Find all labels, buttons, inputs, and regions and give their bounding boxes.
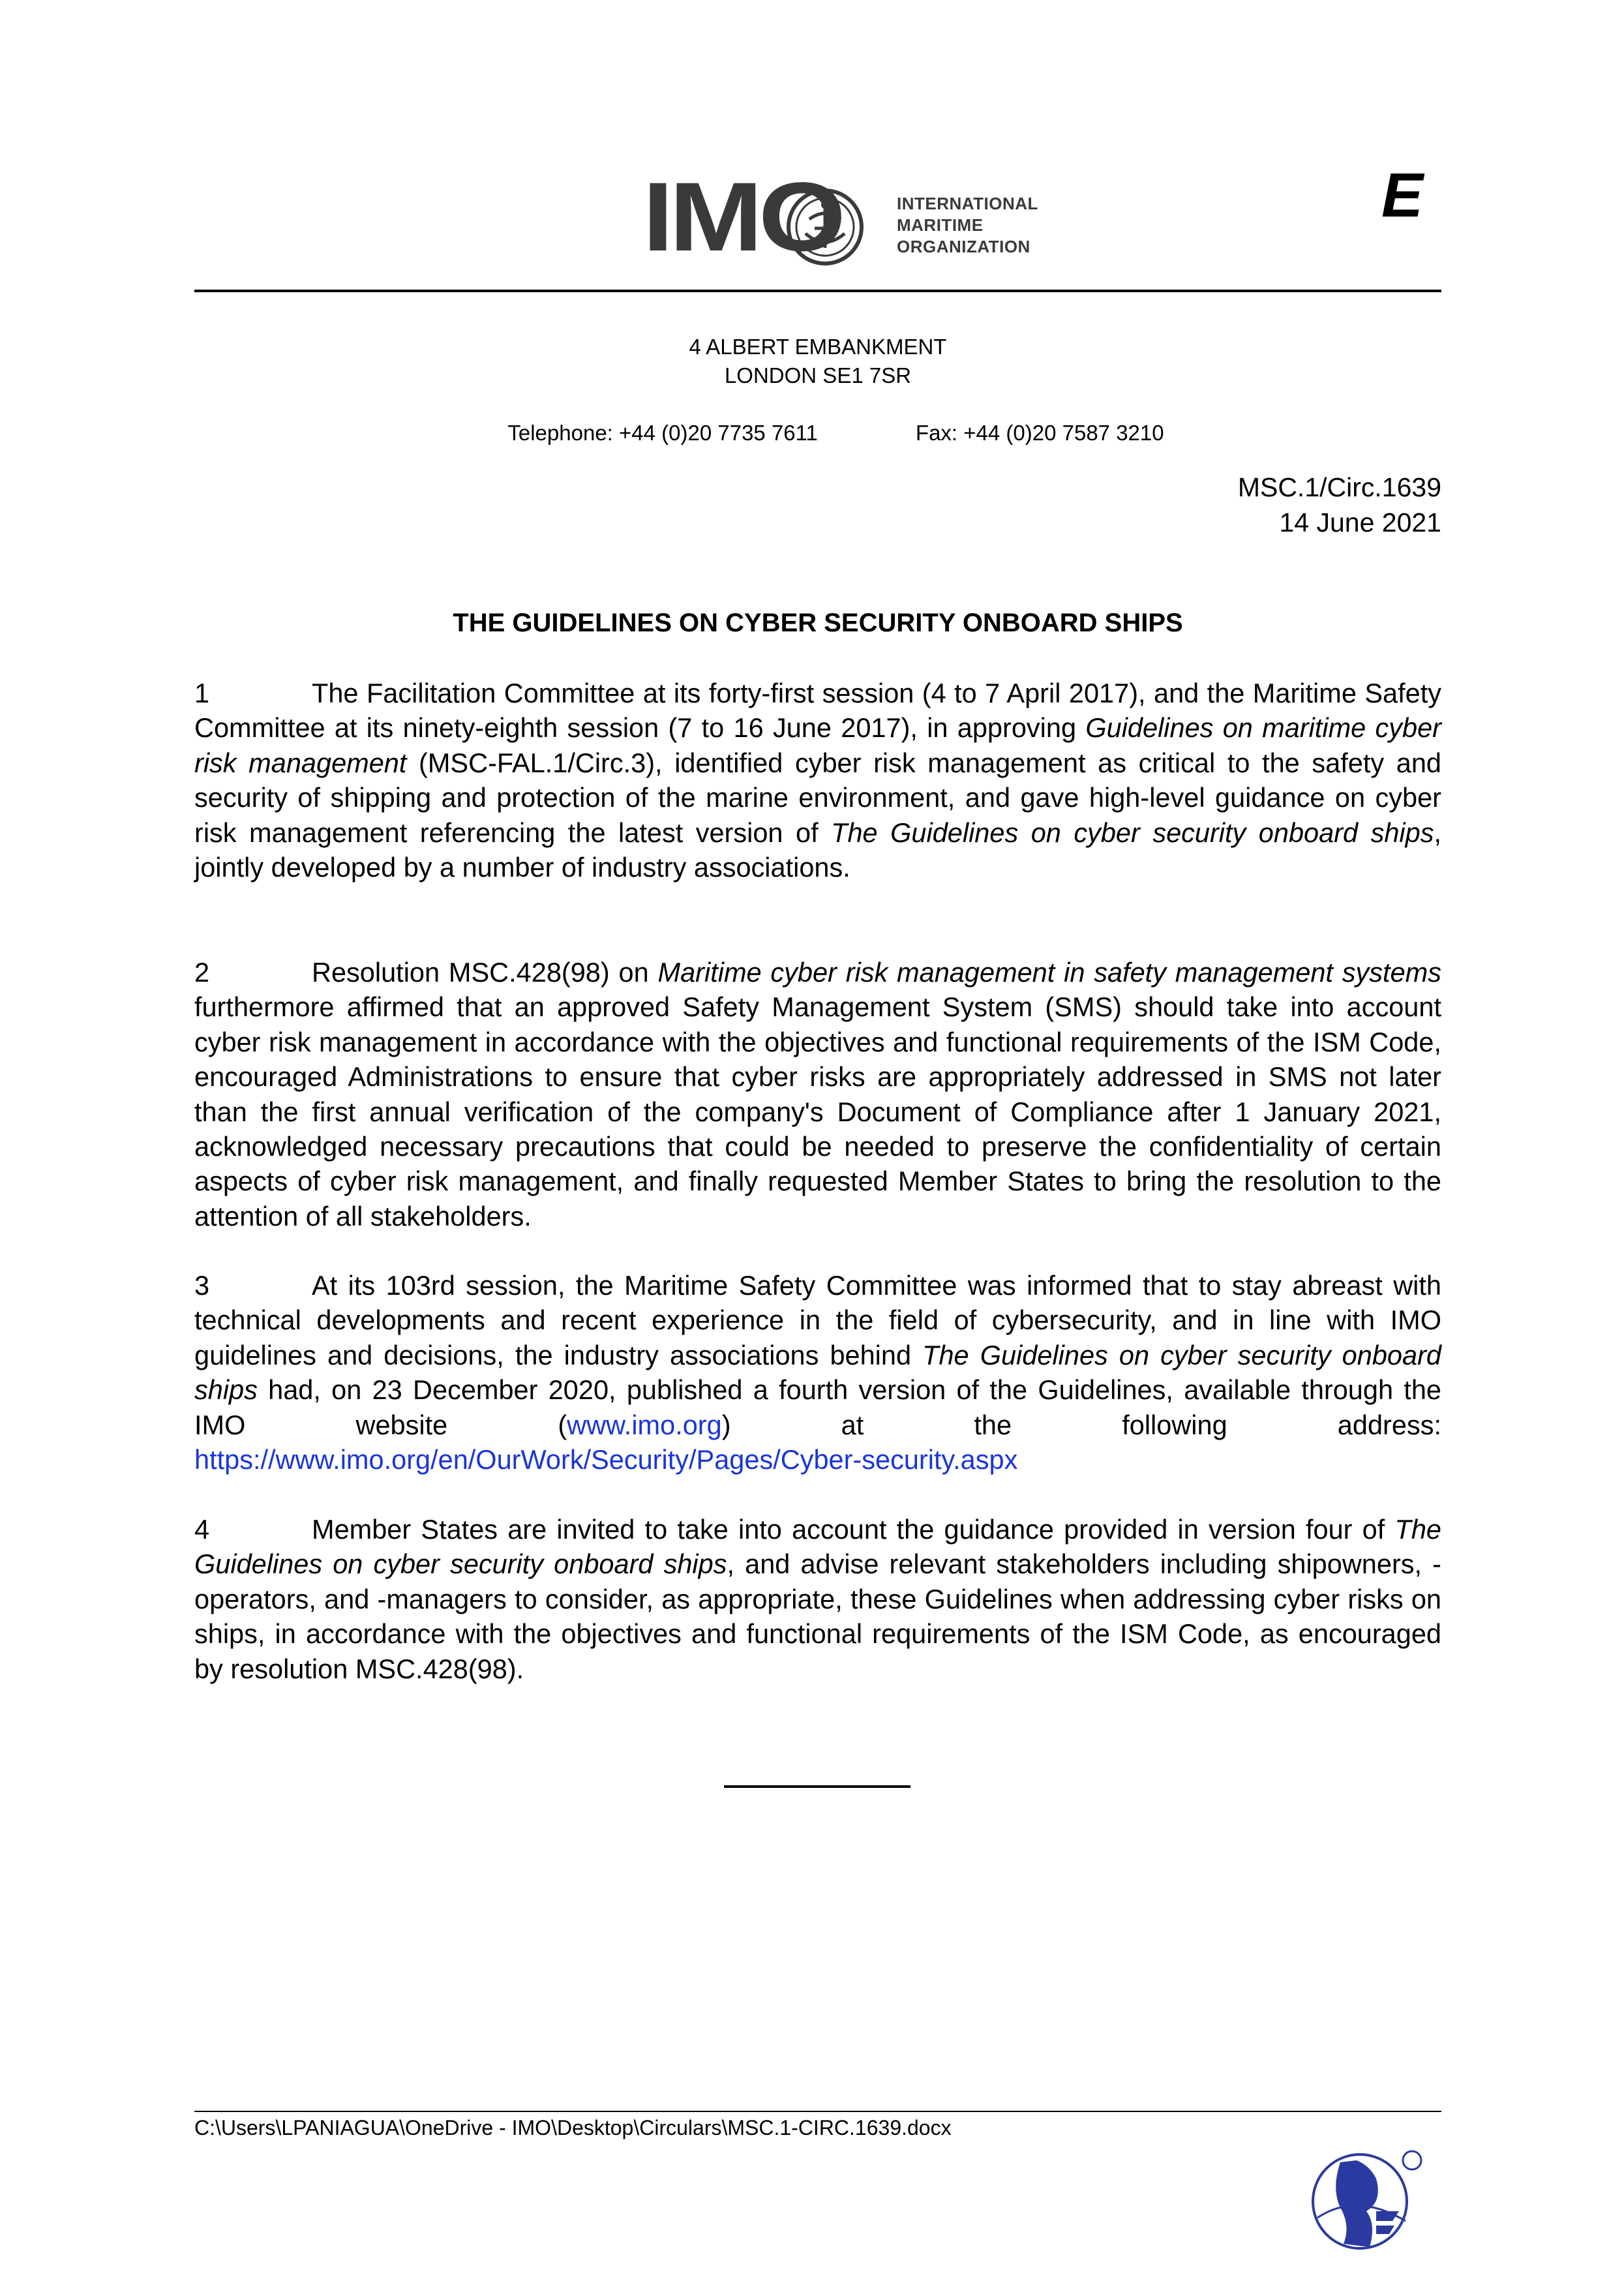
paragraph-text: At its 103rd session, the Maritime Safety Committee was informed that to stay abreast with technical developments and recent experience in the field of cybersecurity, and in line with IMO guidelines and decisions, the industry associations behind (194, 1270, 1441, 1370)
paragraph-text: had, on 23 December 2020, published a fourth version of the Guidelines, available through the IMO website ( (194, 1374, 1441, 1440)
address-line-2: LONDON SE1 7SR (724, 363, 912, 387)
paragraph-text: , jointly developed by a number of industry associations. (194, 817, 1441, 883)
paragraph-text: Member States are invited to take into account the guidance provided in version four of (312, 1514, 1395, 1545)
italic-title: Maritime cyber risk management in safety management systems (657, 957, 1441, 988)
cyber-security-page-link[interactable]: https://www.imo.org/en/OurWork/Security/Pages/Cyber-security.aspx (194, 1444, 1018, 1475)
paragraph-text: (MSC-FAL.1/Circ.3), identified cyber risk management as critical to the safety and security of shipping and protection of the marine environment, and gave high-level guidance on cyber risk management referencing the latest version of (194, 747, 1441, 848)
address-block (194, 333, 1441, 445)
organization-name (897, 193, 1038, 258)
org-line-3: ORGANIZATION (897, 237, 1030, 256)
end-of-text-rule (724, 1785, 910, 1788)
document-date: 14 June 2021 (1279, 507, 1441, 537)
imo-2021-anniversary-logo-icon (1278, 2113, 1441, 2276)
org-line-1: INTERNATIONAL (897, 194, 1038, 213)
reference-block (1238, 470, 1441, 540)
org-line-2: MARITIME (897, 215, 984, 235)
paragraph-number: 3 (194, 1270, 210, 1301)
italic-title: The Guidelines on cyber security onboard ships (194, 1339, 1441, 1406)
italic-title: Guidelines on maritime cyber risk management (194, 712, 1441, 778)
paragraph-number: 1 (194, 678, 210, 708)
paragraph-text: ) at the following address: (721, 1409, 1441, 1440)
fax: Fax: +44 (0)20 7587 3210 (915, 421, 1164, 445)
footer-file-path: C:\Users\LPANIAGUA\OneDrive - IMO\Desktop\Circulars\MSC.1-CIRC.1639.docx (194, 2116, 952, 2139)
italic-title: The Guidelines on cyber security onboard ships (194, 1514, 1441, 1580)
paragraph-text: The Facilitation Committee at its forty-first session (4 to 7 April 2017), and the Maritime Safety Committee at its ninety-eighth session (7 to 16 June 2017), in approving (194, 678, 1441, 744)
header-divider (194, 290, 1441, 292)
imo-website-link[interactable]: www.imo.org (567, 1409, 722, 1440)
contact-line (194, 390, 1441, 476)
document-title: THE GUIDELINES ON CYBER SECURITY ONBOARD SHIPS (453, 609, 1183, 637)
paragraph-text: Resolution MSC.428(98) on (312, 957, 658, 988)
paragraph-1 (194, 676, 1441, 884)
italic-title: The Guidelines on cyber security onboard ships (831, 817, 1434, 848)
imo-logo-word: IMO (642, 162, 842, 271)
footer-divider (194, 2111, 1441, 2112)
paragraph-number: 2 (194, 957, 210, 988)
paragraph-text: furthermore affirmed that an approved Safety Management System (SMS) should take into account cyber risk management in accordance with the objectives and functional requirements of the ISM Code, encouraged Administrations to ensure that cyber risks are appropriately addressed in SMS not later than the first annual verification of the company's Document of Compliance after 1 January 2021, acknowledged necessary precautions that could be needed to preserve the confidentiality of certain aspects of cyber risk management, and finally requested Member States to bring the resolution to the attention of all stakeholders. (194, 991, 1441, 1231)
paragraph-number: 4 (194, 1514, 210, 1545)
paragraph-2 (194, 955, 1441, 1233)
language-mark: E (1381, 160, 1424, 230)
paragraph-text: , and advise relevant stakeholders including shipowners, -operators, and -managers to consider, as appropriate, these Guidelines when addressing cyber risks on ships, in accordance with the objectives and functional requirements of the ISM Code, as encouraged by resolution MSC.428(98). (194, 1548, 1442, 1684)
telephone: Telephone: +44 (0)20 7735 7611 (507, 421, 818, 445)
paragraph-4 (194, 1512, 1441, 1686)
address-line-1: 4 ALBERT EMBANKMENT (689, 335, 947, 359)
paragraph-3 (194, 1268, 1441, 1477)
document-symbol: MSC.1/Circ.1639 (1237, 472, 1441, 502)
